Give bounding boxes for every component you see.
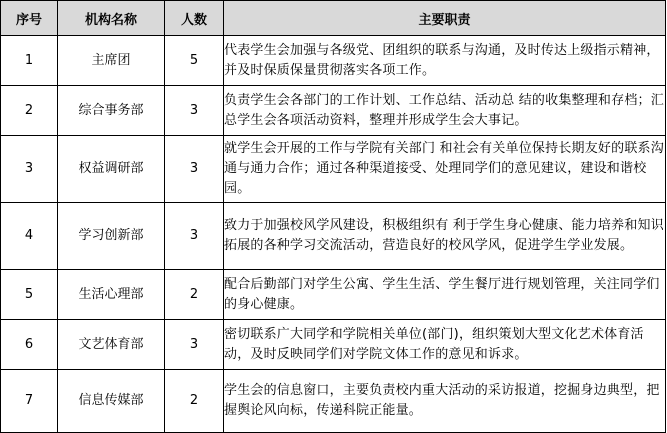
member-count: 3 (165, 86, 224, 136)
table-row (1, 270, 666, 320)
table-row (1, 36, 666, 86)
department-name: 学习创新部 (58, 203, 165, 270)
duty-description: 学生会的信息窗口，主要负责校内重大活动的采访报道，挖掘身边典型，把握舆论风向标，传递科院正能量。 (224, 370, 666, 433)
row-number: 3 (1, 136, 58, 203)
duty-description: 密切联系广大同学和学院相关单位(部门)，组织策划大型文化艺术体育活动，及时反映同学们对学院文体工作的意见和诉求。 (224, 320, 666, 370)
member-count: 5 (165, 36, 224, 86)
header-no: 序号 (1, 1, 58, 36)
department-name: 文艺体育部 (58, 320, 165, 370)
member-count: 2 (165, 370, 224, 433)
duty-description: 致力于加强校风学风建设，积极组织有 利于学生身心健康、能力培养和知识拓展的各种学习交流活动，营造良好的校风学风，促进学生学业发展。 (224, 203, 666, 270)
table-row (1, 203, 666, 270)
table-row (1, 136, 666, 203)
header-count: 人数 (165, 1, 224, 36)
table-row (1, 370, 666, 433)
member-count: 3 (165, 136, 224, 203)
duty-description: 就学生会开展的工作与学院有关部门 和社会有关单位保持长期友好的联系沟通与通力合作；通过各种渠道接受、处理同学们的意见建议，建设和谐校园。 (224, 136, 666, 203)
table-row (1, 320, 666, 370)
row-number: 4 (1, 203, 58, 270)
department-name: 主席团 (58, 36, 165, 86)
row-number: 5 (1, 270, 58, 320)
header-name: 机构名称 (58, 1, 165, 36)
duty-description: 负责学生会各部门的工作计划、工作总结、活动总 结的收集整理和存档；汇总学生会各项活动资料，整理并形成学生会大事记。 (224, 86, 666, 136)
department-name: 信息传媒部 (58, 370, 165, 433)
member-count: 3 (165, 320, 224, 370)
department-name: 权益调研部 (58, 136, 165, 203)
row-number: 6 (1, 320, 58, 370)
header-duty: 主要职责 (224, 1, 666, 36)
department-name: 综合事务部 (58, 86, 165, 136)
row-number: 7 (1, 370, 58, 433)
duty-description: 代表学生会加强与各级党、团组织的联系与沟通，及时传达上级指示精神，并及时保质保量贯彻落实各项工作。 (224, 36, 666, 86)
row-number: 1 (1, 36, 58, 86)
duty-description: 配合后勤部门对学生公寓、学生生活、学生餐厅进行规划管理，关注同学们的身心健康。 (224, 270, 666, 320)
member-count: 2 (165, 270, 224, 320)
row-number: 2 (1, 86, 58, 136)
table-header-row (1, 1, 666, 36)
member-count: 3 (165, 203, 224, 270)
department-name: 生活心理部 (58, 270, 165, 320)
table-row (1, 86, 666, 136)
